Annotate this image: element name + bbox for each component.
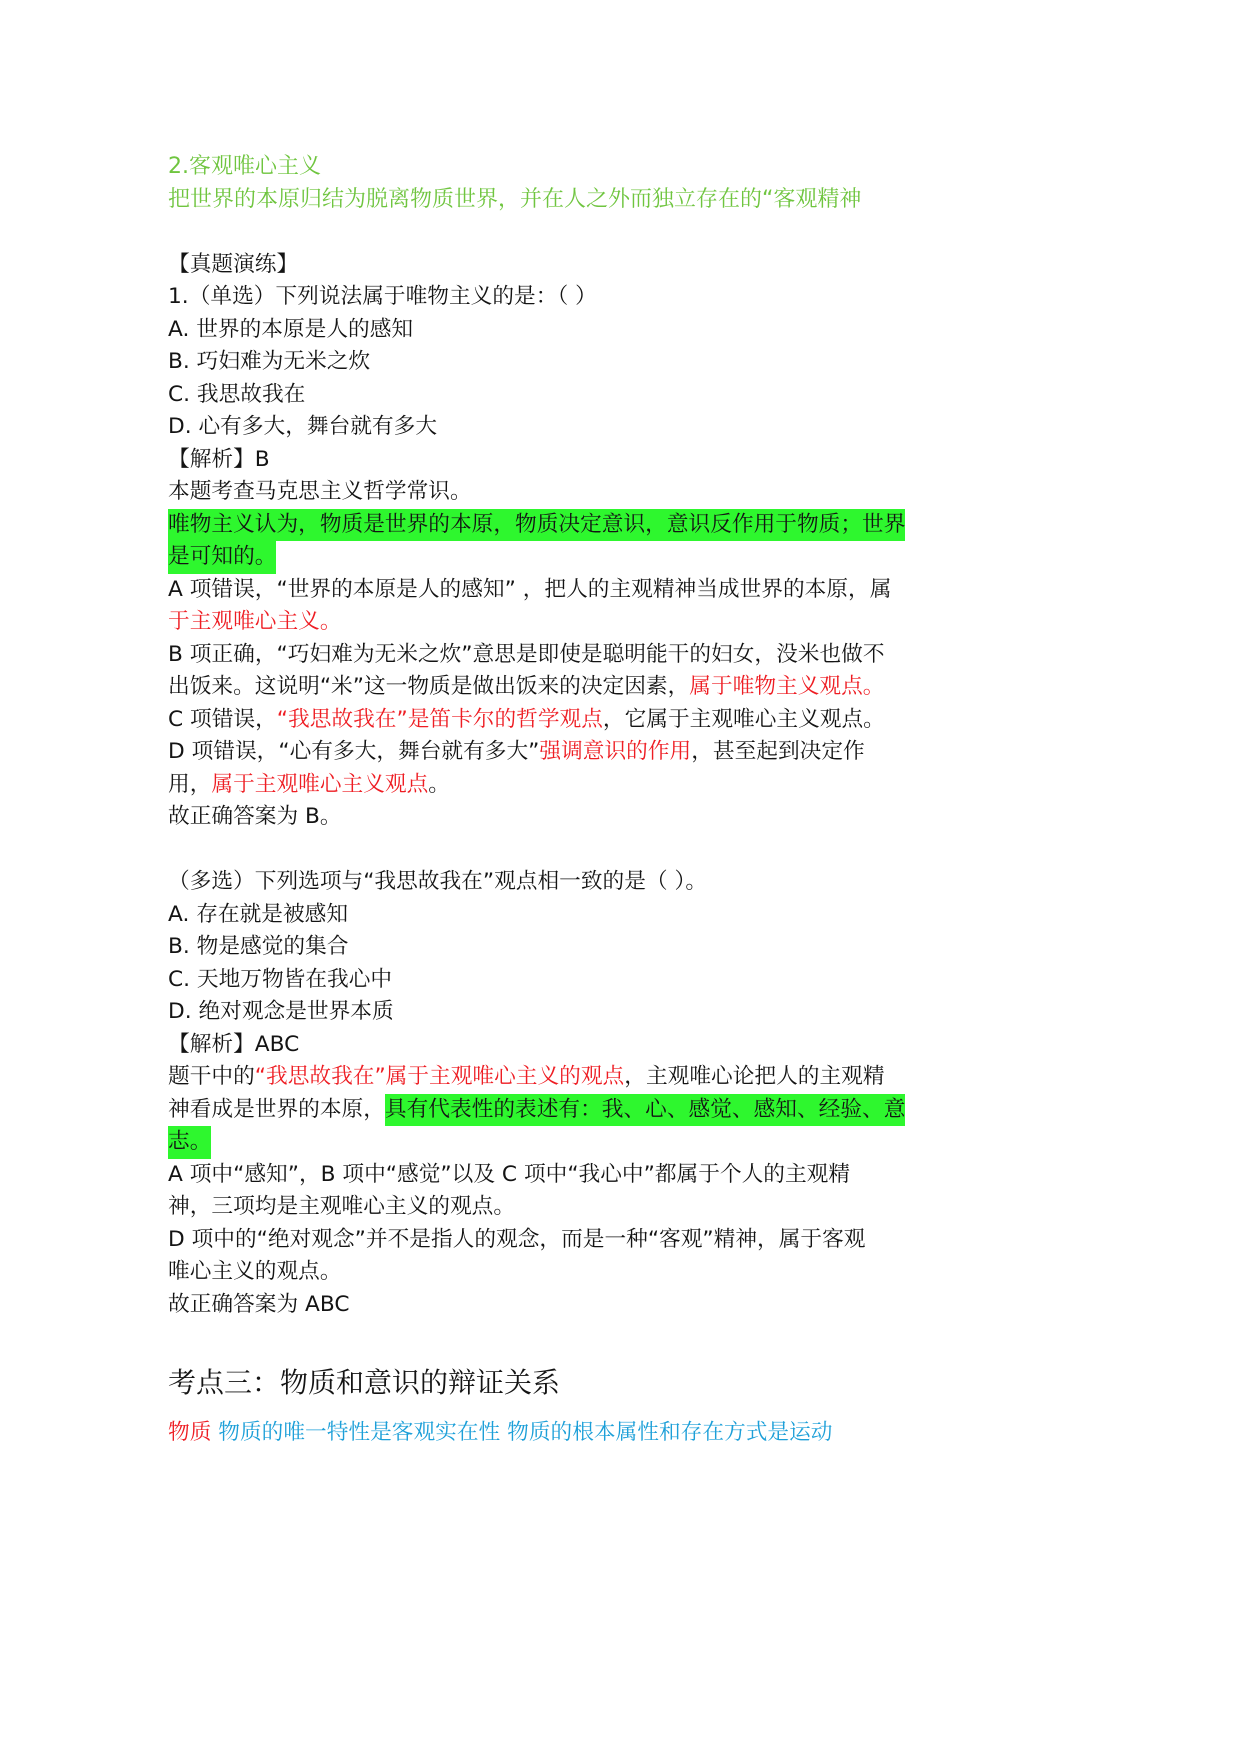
highlighted-text: 具有代表性的表述有：我、心、感觉、感知、经验、意 bbox=[385, 1094, 906, 1127]
plain-text: 。 bbox=[428, 771, 450, 797]
emphasis-text: 于主观唯心主义。 bbox=[168, 609, 342, 634]
plain-text: 用， bbox=[168, 771, 212, 797]
highlighted-text: 唯物主义认为，物质是世界的本原，物质决定意识，意识反作用于物质；世界 bbox=[168, 509, 905, 542]
question-2-analysis-line: A 项中“感知”，B 项中“感觉”以及 C 项中“我心中”都属于个人的主观精 bbox=[168, 1161, 851, 1187]
emphasis-text: 属于主观唯心主义观点 bbox=[211, 771, 429, 797]
spacer bbox=[168, 216, 1240, 249]
question-2-option-a: A. 存在就是被感知 bbox=[168, 901, 349, 927]
question-1-answer: 【解析】B bbox=[168, 446, 270, 472]
question-1-stem: 1.（单选）下列说法属于唯物主义的是：（ ） bbox=[168, 284, 597, 309]
plain-text: 神看成是世界的本原， bbox=[168, 1096, 385, 1122]
question-1-analysis-line bbox=[168, 704, 1240, 737]
emphasis-text: “我思故我在”属于主观唯心主义的观点 bbox=[254, 1064, 625, 1089]
question-1-option-d: D. 心有多大，舞台就有多大 bbox=[168, 414, 438, 439]
objective-idealism-definition: 把世界的本原归结为脱离物质世界，并在人之外而独立存在的“客观精神 bbox=[168, 186, 862, 212]
question-1-option-c: C. 我思故我在 bbox=[168, 381, 306, 407]
question-2-analysis-line: 唯心主义的观点。 bbox=[168, 1259, 342, 1284]
highlighted-text: 志。 bbox=[168, 1126, 211, 1159]
summary-keyword: 物质 bbox=[168, 1420, 212, 1445]
topic-three-heading: 考点三：物质和意识的辩证关系 bbox=[168, 1366, 561, 1399]
emphasis-text: 属于唯物主义观点。 bbox=[689, 674, 885, 699]
question-1-analysis-line: B 项正确，“巧妇难为无米之炊”意思是即使是聪明能干的妇女，没米也做不 bbox=[168, 641, 885, 667]
topic-three-summary bbox=[168, 1417, 1240, 1450]
objective-idealism-title: 2.客观唯心主义 bbox=[168, 154, 321, 179]
question-2-option-d: D. 绝对观念是世界本质 bbox=[168, 999, 394, 1024]
emphasis-text: 强调意识的作用 bbox=[539, 739, 692, 764]
question-1-option-a: A. 世界的本原是人的感知 bbox=[168, 316, 414, 342]
question-2-option-b: B. 物是感觉的集合 bbox=[168, 934, 349, 959]
summary-point: 物质的唯一特性是客观实在性 bbox=[218, 1420, 501, 1445]
plain-text: C 项错误， bbox=[168, 706, 277, 732]
question-1-analysis-line bbox=[168, 606, 1240, 639]
question-1-conclusion: 故正确答案为 B。 bbox=[168, 804, 342, 829]
question-1-analysis-line bbox=[168, 769, 1240, 802]
plain-text: ，它属于主观唯心主义观点。 bbox=[602, 706, 885, 732]
plain-text: D 项错误，“心有多大，舞台就有多大” bbox=[168, 739, 540, 764]
question-2-analysis-line: D 项中的“绝对观念”并不是指人的观念，而是一种“客观”精神，属于客观 bbox=[168, 1226, 866, 1252]
question-1-analysis-line bbox=[168, 736, 1240, 769]
emphasis-text: “我思故我在”是笛卡尔的哲学观点 bbox=[276, 706, 603, 732]
question-2-answer: 【解析】ABC bbox=[168, 1031, 300, 1057]
question-1-analysis-line bbox=[168, 541, 1240, 574]
question-1-option-b: B. 巧妇难为无米之炊 bbox=[168, 349, 371, 374]
summary-point: 物质的根本属性和存在方式是运动 bbox=[507, 1420, 833, 1445]
question-2-analysis-line bbox=[168, 1126, 1240, 1159]
plain-text: ，主观唯心论把人的主观精 bbox=[624, 1064, 885, 1089]
plain-text: 出饭来。这说明“米”这一物质是做出饭来的决定因素， bbox=[168, 674, 690, 699]
question-2-analysis-line bbox=[168, 1094, 1240, 1127]
practice-heading: 【真题演练】 bbox=[168, 251, 299, 277]
question-2-conclusion: 故正确答案为 ABC bbox=[168, 1291, 350, 1317]
question-2-option-c: C. 天地万物皆在我心中 bbox=[168, 966, 393, 992]
question-2-analysis-line: 神，三项均是主观唯心主义的观点。 bbox=[168, 1194, 516, 1219]
question-2-analysis-line bbox=[168, 1061, 1240, 1094]
question-1-analysis-line bbox=[168, 509, 1240, 542]
question-2-stem: （多选）下列选项与“我思故我在”观点相一致的是（ ）。 bbox=[168, 869, 708, 894]
plain-text: 题干中的 bbox=[168, 1064, 255, 1089]
highlighted-text: 是可知的。 bbox=[168, 541, 276, 574]
question-1-analysis-line bbox=[168, 671, 1240, 704]
spacer bbox=[168, 834, 1240, 867]
plain-text: ，甚至起到决定作 bbox=[691, 739, 865, 764]
question-1-analysis-line: A 项错误，“世界的本原是人的感知” ，把人的主观精神当成世界的本原，属 bbox=[168, 576, 892, 602]
question-1-analysis-line: 本题考查马克思主义哲学常识。 bbox=[168, 479, 472, 504]
